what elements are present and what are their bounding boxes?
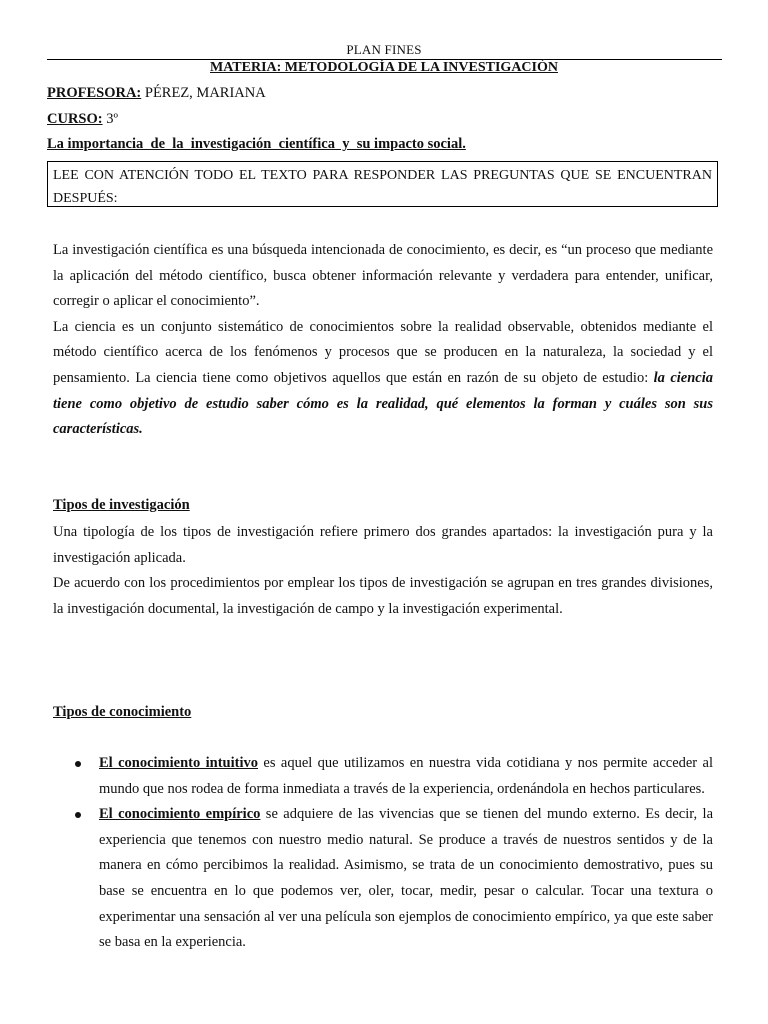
intro-paragraph-2-text: La ciencia es un conjunto sistemático de conocimientos sobre la realidad observable, obtenidos mediante el método científico acerca de los fenómenos y procesos que se producen en la naturaleza, la sociedad y el pensamiento. La ciencia tiene como objetivos aquellos que están en razón de su objeto de estudio: bbox=[53, 318, 713, 386]
list-item bbox=[75, 802, 713, 956]
list-item-term: El conocimiento empírico bbox=[99, 806, 261, 823]
course-value: 3º bbox=[102, 111, 118, 127]
list-item bbox=[75, 751, 713, 802]
bullet-icon bbox=[75, 761, 81, 767]
plan-header: PLAN FINES bbox=[346, 42, 422, 57]
section-heading-tipos-investigacion: Tipos de investigación bbox=[53, 497, 190, 513]
conocimiento-list bbox=[75, 751, 713, 956]
intro-paragraph-2-emphasis: la ciencia tiene como objetivo de estudio saber cómo es la realidad, qué elementos la forman y cuáles son sus características. bbox=[53, 369, 714, 438]
instructions-box: LEE CON ATENCIÓN TODO EL TEXTO PARA RESPONDER LAS PREGUNTAS QUE SE ENCUENTRAN DESPUÉS: bbox=[47, 161, 718, 207]
course-label: CURSO: bbox=[47, 111, 103, 127]
list-item-text: es aquel que utilizamos en nuestra vida cotidiana y nos permite acceder al mundo que nos rodea de forma inmediata a través de la experiencia, ordenándola en hechos particulares. bbox=[99, 755, 713, 797]
tipos-investigacion-paragraph-2: De acuerdo con los procedimientos por emplear los tipos de investigación se agrupan en tres grandes divisiones, la investigación documental, la investigación de campo y la investigación experimental. bbox=[53, 575, 713, 617]
list-item-text: se adquiere de las vivencias que se tienen del mundo externo. Es decir, la experiencia que tenemos con nuestro medio natural. Se produce a través de nuestros sentidos y de la manera en cómo percibimos la realidad. Asimismo, se trata de un conocimiento demostrativo, pues su base se encuentra en lo que podemos ver, oler, tocar, medir, pesar o calcular. Tocar una textura o experimentar una sensación al ver una película son ejemplos de conocimiento empírico, ya que este saber se basa en la experiencia. bbox=[99, 806, 714, 951]
intro-paragraph-2 bbox=[53, 315, 713, 443]
teacher-label: PROFESORA: bbox=[47, 85, 142, 101]
course-line bbox=[47, 111, 118, 128]
intro-paragraph-1: La investigación científica es una búsqueda intencionada de conocimiento, es decir, es “un proceso que mediante la aplicación del método científico, busca obtener información relevante y verdadera para entender, unificar, corregir o aplicar el conocimiento”. bbox=[53, 242, 713, 310]
list-item-term: El conocimiento intuitivo bbox=[99, 755, 259, 771]
tipos-investigacion-section bbox=[53, 520, 713, 622]
document-title: La importancia de la investigación científica y su impacto social. bbox=[47, 136, 466, 152]
subject-title: MATERIA: METODOLOGÍA DE LA INVESTIGACIÓN bbox=[210, 60, 558, 75]
teacher-name: PÉREZ, MARIANA bbox=[141, 85, 266, 101]
tipos-investigacion-paragraph-1: Una tipología de los tipos de investigación refiere primero dos grandes apartados: la investigación pura y la investigación aplicada. bbox=[53, 524, 713, 566]
teacher-line bbox=[47, 85, 266, 102]
bullet-icon bbox=[75, 812, 81, 818]
intro-section bbox=[53, 238, 713, 443]
section-heading-tipos-conocimiento: Tipos de conocimiento bbox=[53, 704, 192, 720]
